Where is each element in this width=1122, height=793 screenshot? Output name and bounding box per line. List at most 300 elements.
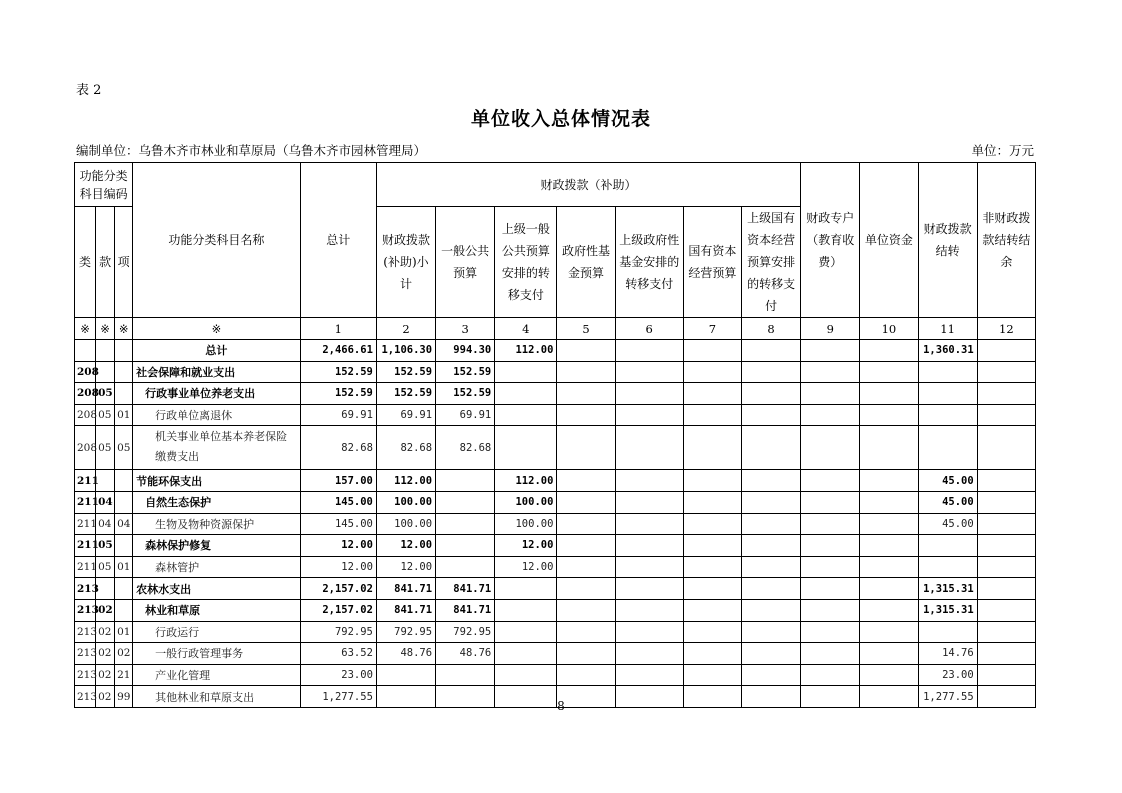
table-row bbox=[75, 664, 1036, 686]
kuan-code: 04 bbox=[96, 513, 115, 535]
value-cell: 69.91 bbox=[436, 404, 495, 426]
value-cell bbox=[977, 664, 1035, 686]
value-cell bbox=[741, 426, 800, 470]
table-row bbox=[75, 383, 1036, 405]
value-cell: 1,315.31 bbox=[918, 599, 977, 621]
value-cell bbox=[741, 578, 800, 600]
value-cell bbox=[918, 556, 977, 578]
header-state-capital: 国有资本经营预算 bbox=[683, 207, 741, 318]
value-cell: 69.91 bbox=[300, 404, 376, 426]
value-cell: 100.00 bbox=[376, 491, 435, 513]
value-cell: 1,106.30 bbox=[376, 340, 435, 362]
table-row bbox=[75, 340, 1036, 362]
value-cell bbox=[741, 643, 800, 665]
value-cell bbox=[495, 361, 557, 383]
lei-code: 213 bbox=[75, 621, 96, 643]
value-cell: 2,157.02 bbox=[300, 599, 376, 621]
value-cell bbox=[557, 599, 615, 621]
lei-code: 211 bbox=[75, 556, 96, 578]
index-cell: 5 bbox=[557, 318, 615, 340]
value-cell bbox=[977, 383, 1035, 405]
header-kuan: 款 bbox=[96, 207, 115, 318]
value-cell: 157.00 bbox=[300, 470, 376, 492]
item-name: 森林管护 bbox=[133, 556, 301, 578]
index-cell: 10 bbox=[860, 318, 918, 340]
item-name: 农林水支出 bbox=[133, 578, 301, 600]
xiang-code: 02 bbox=[115, 643, 133, 665]
index-cell: 6 bbox=[615, 318, 683, 340]
compiling-unit: 编制单位：乌鲁木齐市林业和草原局（乌鲁木齐市园林管理局） bbox=[76, 143, 427, 158]
header-fiscal-group: 财政拨款（补助） bbox=[376, 163, 800, 207]
value-cell: 1,360.31 bbox=[918, 340, 977, 362]
lei-code: 213 bbox=[75, 664, 96, 686]
value-cell bbox=[615, 470, 683, 492]
xiang-code bbox=[115, 340, 133, 362]
table-row bbox=[75, 535, 1036, 557]
xiang-code bbox=[115, 599, 133, 621]
header-lei: 类 bbox=[75, 207, 96, 318]
index-cell: 11 bbox=[918, 318, 977, 340]
index-cell: ※ bbox=[75, 318, 96, 340]
value-cell bbox=[801, 556, 860, 578]
value-cell bbox=[801, 599, 860, 621]
value-cell: 841.71 bbox=[376, 599, 435, 621]
value-cell bbox=[683, 578, 741, 600]
value-cell bbox=[557, 470, 615, 492]
lei-code: 213 bbox=[75, 578, 96, 600]
value-cell bbox=[557, 578, 615, 600]
value-cell: 152.59 bbox=[436, 361, 495, 383]
value-cell: 841.71 bbox=[436, 578, 495, 600]
value-cell: 792.95 bbox=[436, 621, 495, 643]
item-name: 产业化管理 bbox=[133, 664, 301, 686]
value-cell bbox=[977, 578, 1035, 600]
value-cell bbox=[683, 404, 741, 426]
table-row bbox=[75, 513, 1036, 535]
value-cell bbox=[557, 643, 615, 665]
value-cell bbox=[683, 340, 741, 362]
value-cell: 100.00 bbox=[495, 491, 557, 513]
value-cell bbox=[741, 535, 800, 557]
header-xiang: 项 bbox=[115, 207, 133, 318]
index-cell: ※ bbox=[96, 318, 115, 340]
value-cell bbox=[557, 491, 615, 513]
value-cell bbox=[495, 621, 557, 643]
value-cell: 82.68 bbox=[300, 426, 376, 470]
value-cell bbox=[741, 383, 800, 405]
currency-unit: 单位：万元 bbox=[971, 143, 1034, 158]
item-name: 生物及物种资源保护 bbox=[133, 513, 301, 535]
value-cell bbox=[977, 404, 1035, 426]
item-name: 森林保护修复 bbox=[133, 535, 301, 557]
lei-code: 211 bbox=[75, 491, 96, 513]
table-row bbox=[75, 404, 1036, 426]
index-cell: 3 bbox=[436, 318, 495, 340]
value-cell bbox=[977, 556, 1035, 578]
value-cell bbox=[557, 621, 615, 643]
item-name: 林业和草原 bbox=[133, 599, 301, 621]
xiang-code: 01 bbox=[115, 404, 133, 426]
value-cell bbox=[683, 621, 741, 643]
value-cell bbox=[615, 643, 683, 665]
page-title: 单位收入总体情况表 bbox=[470, 108, 651, 130]
header-upper-state-capital: 上级国有资本经营预算安排的转移支付 bbox=[741, 207, 800, 318]
value-cell: 69.91 bbox=[376, 404, 435, 426]
value-cell: 145.00 bbox=[300, 513, 376, 535]
table-row bbox=[75, 491, 1036, 513]
value-cell bbox=[615, 513, 683, 535]
table-row bbox=[75, 426, 1036, 470]
value-cell bbox=[860, 404, 918, 426]
header-nonfiscal-carryover: 非财政拨款结转结余 bbox=[977, 163, 1035, 318]
value-cell bbox=[683, 383, 741, 405]
value-cell bbox=[615, 426, 683, 470]
lei-code: 213 bbox=[75, 599, 96, 621]
item-name: 行政事业单位养老支出 bbox=[133, 383, 301, 405]
value-cell bbox=[977, 643, 1035, 665]
value-cell bbox=[801, 404, 860, 426]
kuan-code: 05 bbox=[96, 426, 115, 470]
value-cell bbox=[436, 535, 495, 557]
value-cell bbox=[683, 664, 741, 686]
value-cell bbox=[683, 535, 741, 557]
value-cell bbox=[741, 340, 800, 362]
value-cell bbox=[557, 404, 615, 426]
lei-code bbox=[75, 340, 96, 362]
table-row bbox=[75, 361, 1036, 383]
value-cell bbox=[741, 599, 800, 621]
value-cell bbox=[495, 664, 557, 686]
kuan-code bbox=[96, 340, 115, 362]
value-cell: 841.71 bbox=[376, 578, 435, 600]
value-cell: 112.00 bbox=[495, 340, 557, 362]
value-cell bbox=[683, 643, 741, 665]
value-cell bbox=[918, 361, 977, 383]
value-cell: 152.59 bbox=[376, 383, 435, 405]
index-cell: ※ bbox=[133, 318, 301, 340]
value-cell bbox=[557, 426, 615, 470]
header-fiscal-carryover: 财政拨款结转 bbox=[918, 163, 977, 318]
value-cell bbox=[860, 491, 918, 513]
value-cell bbox=[801, 470, 860, 492]
value-cell bbox=[801, 643, 860, 665]
xiang-code bbox=[115, 361, 133, 383]
value-cell bbox=[495, 578, 557, 600]
value-cell bbox=[977, 361, 1035, 383]
value-cell bbox=[860, 578, 918, 600]
value-cell bbox=[557, 664, 615, 686]
header-fiscal-special: 财政专户（教育收费） bbox=[801, 163, 860, 318]
table-row bbox=[75, 599, 1036, 621]
table-row bbox=[75, 556, 1036, 578]
value-cell bbox=[801, 535, 860, 557]
table-label: 表 2 bbox=[76, 83, 102, 98]
value-cell bbox=[615, 535, 683, 557]
item-name: 行政单位离退休 bbox=[133, 404, 301, 426]
value-cell bbox=[860, 513, 918, 535]
xiang-code: 05 bbox=[115, 426, 133, 470]
lei-code: 208 bbox=[75, 426, 96, 470]
kuan-code: 05 bbox=[96, 535, 115, 557]
value-cell: 145.00 bbox=[300, 491, 376, 513]
value-cell bbox=[801, 513, 860, 535]
value-cell bbox=[615, 599, 683, 621]
value-cell bbox=[495, 383, 557, 405]
value-cell: 994.30 bbox=[436, 340, 495, 362]
value-cell: 100.00 bbox=[376, 513, 435, 535]
value-cell bbox=[615, 383, 683, 405]
kuan-code: 02 bbox=[96, 621, 115, 643]
value-cell bbox=[615, 664, 683, 686]
lei-code: 211 bbox=[75, 513, 96, 535]
table-row bbox=[75, 470, 1036, 492]
kuan-code: 02 bbox=[96, 599, 115, 621]
value-cell bbox=[977, 621, 1035, 643]
value-cell bbox=[557, 340, 615, 362]
xiang-code bbox=[115, 578, 133, 600]
value-cell: 100.00 bbox=[495, 513, 557, 535]
value-cell: 1,277.55 bbox=[918, 686, 977, 708]
value-cell bbox=[615, 621, 683, 643]
value-cell bbox=[615, 361, 683, 383]
value-cell bbox=[741, 556, 800, 578]
xiang-code: 01 bbox=[115, 621, 133, 643]
table-row bbox=[75, 643, 1036, 665]
item-name: 行政运行 bbox=[133, 621, 301, 643]
value-cell: 82.68 bbox=[436, 426, 495, 470]
header-fiscal-subtotal: 财政拨款(补助)小计 bbox=[376, 207, 435, 318]
value-cell bbox=[801, 383, 860, 405]
value-cell bbox=[683, 426, 741, 470]
value-cell bbox=[801, 621, 860, 643]
item-name: 机关事业单位基本养老保险缴费支出 bbox=[133, 426, 301, 470]
value-cell bbox=[918, 621, 977, 643]
lei-code: 208 bbox=[75, 404, 96, 426]
value-cell bbox=[918, 404, 977, 426]
index-row bbox=[75, 318, 1036, 340]
value-cell: 45.00 bbox=[918, 513, 977, 535]
value-cell bbox=[741, 664, 800, 686]
value-cell bbox=[801, 664, 860, 686]
value-cell: 12.00 bbox=[300, 535, 376, 557]
index-cell: ※ bbox=[115, 318, 133, 340]
value-cell bbox=[977, 535, 1035, 557]
item-name: 一般行政管理事务 bbox=[133, 643, 301, 665]
table-body bbox=[75, 340, 1036, 708]
xiang-code bbox=[115, 535, 133, 557]
value-cell: 23.00 bbox=[918, 664, 977, 686]
index-cell: 9 bbox=[801, 318, 860, 340]
value-cell: 82.68 bbox=[376, 426, 435, 470]
value-cell bbox=[801, 491, 860, 513]
value-cell bbox=[860, 599, 918, 621]
value-cell bbox=[977, 470, 1035, 492]
value-cell bbox=[436, 513, 495, 535]
value-cell bbox=[860, 361, 918, 383]
kuan-code: 04 bbox=[96, 491, 115, 513]
value-cell bbox=[918, 535, 977, 557]
value-cell bbox=[615, 578, 683, 600]
item-name: 总计 bbox=[133, 340, 301, 362]
value-cell bbox=[495, 643, 557, 665]
item-name: 自然生态保护 bbox=[133, 491, 301, 513]
header-general-public: 一般公共预算 bbox=[436, 207, 495, 318]
value-cell: 48.76 bbox=[376, 643, 435, 665]
kuan-code: 02 bbox=[96, 643, 115, 665]
index-cell: 12 bbox=[977, 318, 1035, 340]
value-cell: 12.00 bbox=[495, 556, 557, 578]
value-cell bbox=[683, 491, 741, 513]
value-cell bbox=[683, 599, 741, 621]
value-cell bbox=[741, 621, 800, 643]
index-cell: 4 bbox=[495, 318, 557, 340]
lei-code: 208 bbox=[75, 383, 96, 405]
xiang-code: 21 bbox=[115, 664, 133, 686]
header-unit-fund: 单位资金 bbox=[860, 163, 918, 318]
value-cell: 48.76 bbox=[436, 643, 495, 665]
value-cell bbox=[860, 470, 918, 492]
value-cell: 792.95 bbox=[376, 621, 435, 643]
value-cell: 12.00 bbox=[495, 535, 557, 557]
value-cell: 152.59 bbox=[300, 361, 376, 383]
value-cell bbox=[615, 491, 683, 513]
value-cell: 792.95 bbox=[300, 621, 376, 643]
value-cell bbox=[557, 361, 615, 383]
header-upper-gov-fund: 上级政府性基金安排的转移支付 bbox=[615, 207, 683, 318]
value-cell bbox=[977, 340, 1035, 362]
value-cell bbox=[860, 664, 918, 686]
value-cell bbox=[615, 340, 683, 362]
value-cell bbox=[860, 383, 918, 405]
income-summary-table bbox=[74, 162, 1036, 708]
value-cell: 152.59 bbox=[436, 383, 495, 405]
lei-code: 211 bbox=[75, 470, 96, 492]
value-cell bbox=[860, 340, 918, 362]
index-cell: 2 bbox=[376, 318, 435, 340]
xiang-code bbox=[115, 491, 133, 513]
value-cell: 12.00 bbox=[376, 535, 435, 557]
value-cell bbox=[436, 470, 495, 492]
value-cell: 14.76 bbox=[918, 643, 977, 665]
value-cell bbox=[977, 599, 1035, 621]
value-cell bbox=[495, 599, 557, 621]
value-cell bbox=[801, 340, 860, 362]
value-cell: 1,277.55 bbox=[300, 686, 376, 708]
xiang-code: 01 bbox=[115, 556, 133, 578]
item-name: 节能环保支出 bbox=[133, 470, 301, 492]
header-gov-fund: 政府性基金预算 bbox=[557, 207, 615, 318]
value-cell bbox=[557, 556, 615, 578]
header-name: 功能分类科目名称 bbox=[133, 163, 301, 318]
table-row bbox=[75, 578, 1036, 600]
item-name: 其他林业和草原支出 bbox=[133, 686, 301, 708]
header-total: 总计 bbox=[300, 163, 376, 318]
header-code-group: 功能分类科目编码 bbox=[75, 163, 133, 207]
value-cell bbox=[615, 404, 683, 426]
header-row-1 bbox=[75, 163, 1036, 207]
value-cell bbox=[376, 664, 435, 686]
index-cell: 7 bbox=[683, 318, 741, 340]
value-cell bbox=[741, 361, 800, 383]
index-cell: 1 bbox=[300, 318, 376, 340]
value-cell bbox=[436, 664, 495, 686]
value-cell: 152.59 bbox=[376, 361, 435, 383]
lei-code: 208 bbox=[75, 361, 96, 383]
value-cell bbox=[436, 491, 495, 513]
kuan-code: 05 bbox=[96, 556, 115, 578]
value-cell: 1,315.31 bbox=[918, 578, 977, 600]
item-name: 社会保障和就业支出 bbox=[133, 361, 301, 383]
value-cell bbox=[436, 556, 495, 578]
value-cell bbox=[683, 361, 741, 383]
value-cell bbox=[557, 513, 615, 535]
value-cell: 2,157.02 bbox=[300, 578, 376, 600]
value-cell bbox=[977, 426, 1035, 470]
kuan-code: 02 bbox=[96, 686, 115, 708]
value-cell bbox=[918, 383, 977, 405]
value-cell bbox=[977, 513, 1035, 535]
value-cell bbox=[683, 556, 741, 578]
value-cell bbox=[860, 426, 918, 470]
value-cell bbox=[557, 383, 615, 405]
xiang-code bbox=[115, 470, 133, 492]
page-number: 8 bbox=[557, 699, 565, 713]
lei-code: 211 bbox=[75, 535, 96, 557]
kuan-code: 02 bbox=[96, 664, 115, 686]
value-cell: 12.00 bbox=[376, 556, 435, 578]
value-cell bbox=[741, 513, 800, 535]
value-cell bbox=[860, 535, 918, 557]
value-cell bbox=[977, 491, 1035, 513]
kuan-code: 05 bbox=[96, 383, 115, 405]
value-cell bbox=[860, 621, 918, 643]
value-cell: 2,466.61 bbox=[300, 340, 376, 362]
value-cell bbox=[918, 426, 977, 470]
value-cell bbox=[860, 643, 918, 665]
lei-code: 213 bbox=[75, 643, 96, 665]
value-cell: 45.00 bbox=[918, 491, 977, 513]
value-cell: 63.52 bbox=[300, 643, 376, 665]
value-cell bbox=[860, 556, 918, 578]
index-cell: 8 bbox=[741, 318, 800, 340]
value-cell: 45.00 bbox=[918, 470, 977, 492]
value-cell bbox=[741, 491, 800, 513]
value-cell bbox=[683, 470, 741, 492]
value-cell bbox=[801, 426, 860, 470]
kuan-code: 05 bbox=[96, 404, 115, 426]
value-cell: 12.00 bbox=[300, 556, 376, 578]
value-cell: 112.00 bbox=[376, 470, 435, 492]
value-cell bbox=[741, 470, 800, 492]
value-cell bbox=[801, 361, 860, 383]
value-cell bbox=[615, 556, 683, 578]
xiang-code: 99 bbox=[115, 686, 133, 708]
value-cell: 152.59 bbox=[300, 383, 376, 405]
value-cell: 112.00 bbox=[495, 470, 557, 492]
xiang-code: 04 bbox=[115, 513, 133, 535]
value-cell bbox=[683, 513, 741, 535]
value-cell bbox=[741, 404, 800, 426]
lei-code: 213 bbox=[75, 686, 96, 708]
value-cell bbox=[801, 578, 860, 600]
header-upper-general: 上级一般公共预算安排的转移支付 bbox=[495, 207, 557, 318]
value-cell bbox=[495, 426, 557, 470]
table-row bbox=[75, 621, 1036, 643]
value-cell: 841.71 bbox=[436, 599, 495, 621]
value-cell: 23.00 bbox=[300, 664, 376, 686]
xiang-code bbox=[115, 383, 133, 405]
value-cell bbox=[495, 404, 557, 426]
